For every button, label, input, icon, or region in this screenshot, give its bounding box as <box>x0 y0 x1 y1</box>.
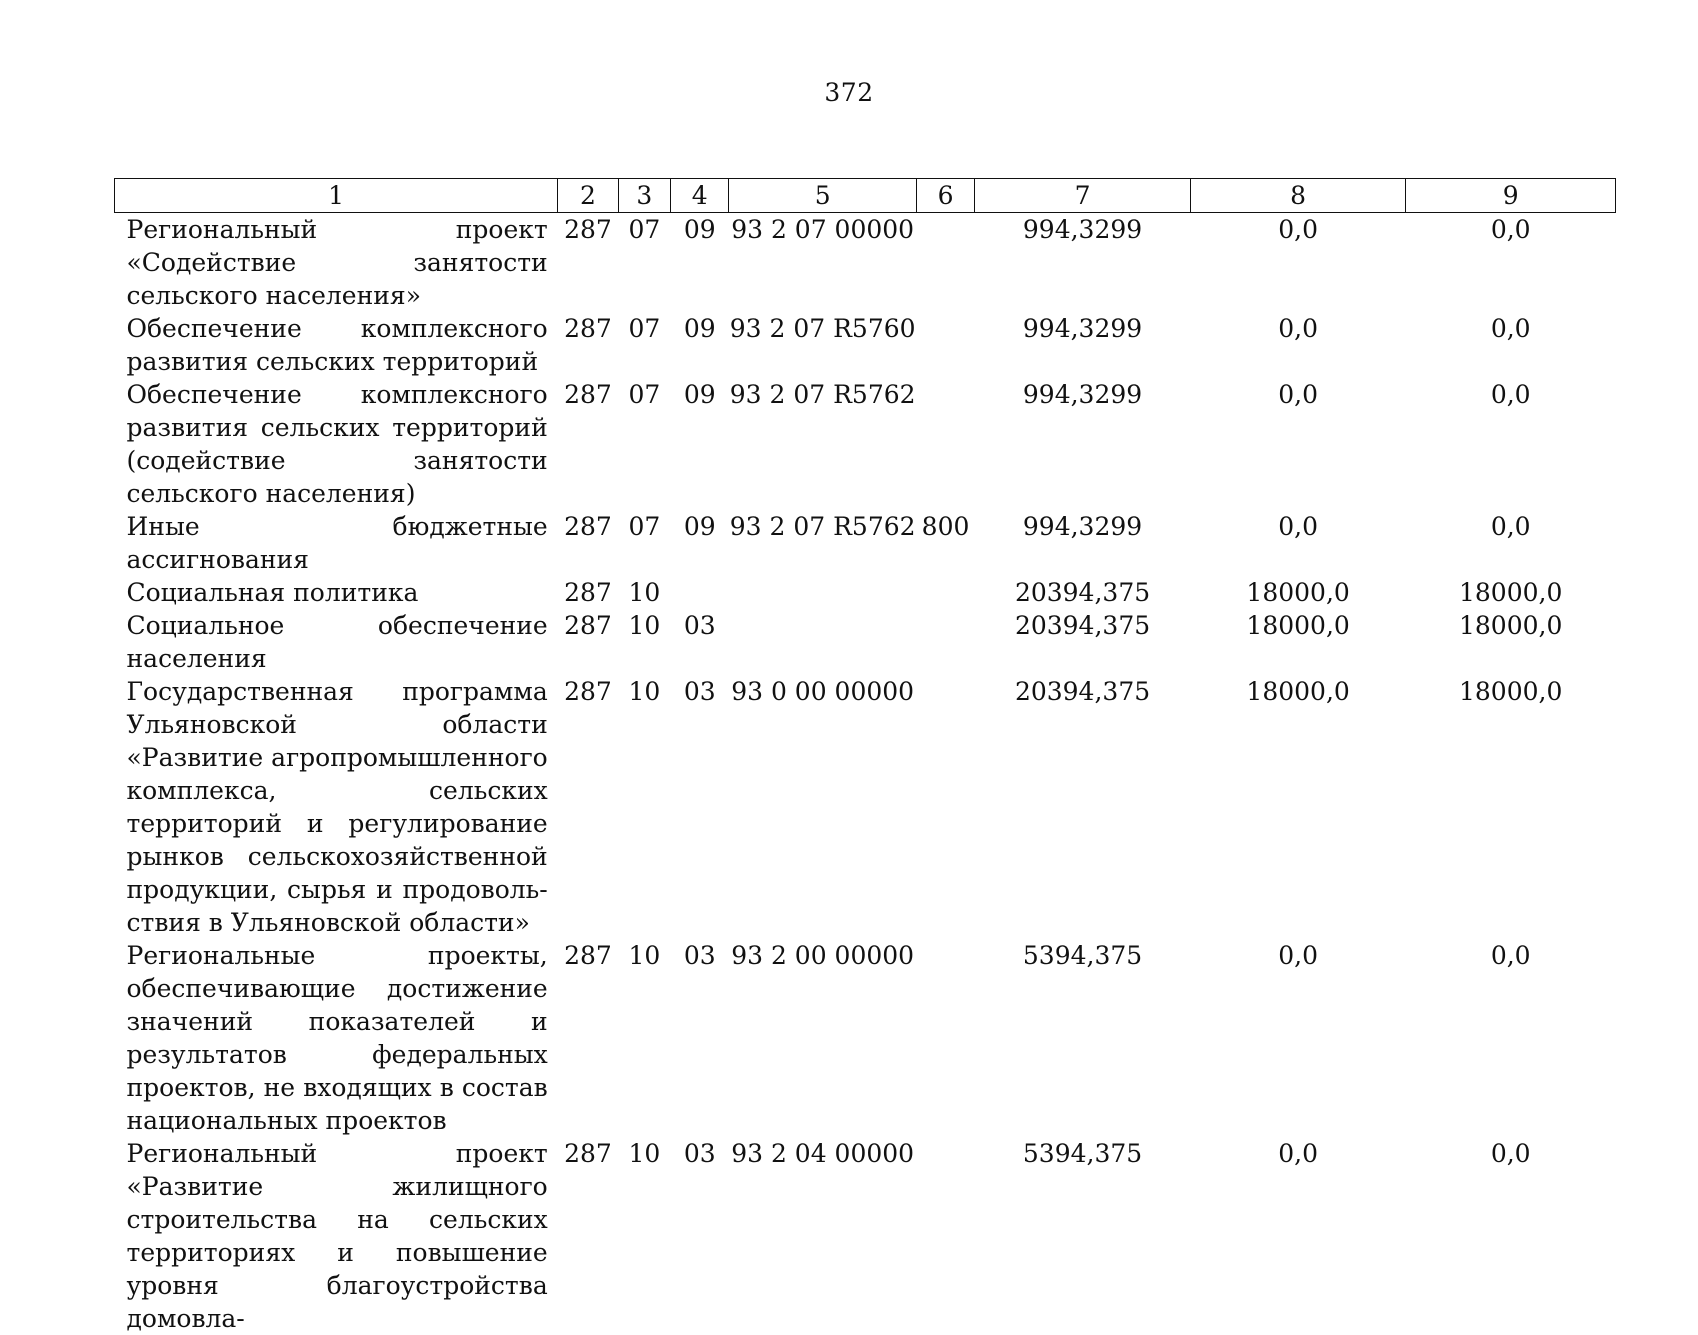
row-expense-type-cell <box>916 213 974 313</box>
row-target-code-cell: 93 2 07 00000 <box>729 213 916 313</box>
row-section-cell: 10 <box>618 1137 670 1335</box>
table-header <box>115 179 1616 213</box>
row-target-code-cell: 93 2 04 00000 <box>729 1137 916 1335</box>
row-value-7-cell: 20394,375 <box>975 609 1191 675</box>
row-expense-type-cell <box>916 675 974 939</box>
row-subsection-cell: 03 <box>671 1137 729 1335</box>
header-cell: 4 <box>671 179 729 213</box>
row-code-2-cell: 287 <box>558 378 618 510</box>
row-value-7-cell: 994,3299 <box>975 213 1191 313</box>
row-target-code-cell: 93 2 07 R5760 <box>729 312 916 378</box>
header-cell: 6 <box>916 179 974 213</box>
row-value-7-cell: 20394,375 <box>975 675 1191 939</box>
row-name-cell: Региональный проект «Развитие жилищного строительства на сельских территориях и повышение уровня благоустройства домовла- <box>115 1137 558 1335</box>
header-cell: 5 <box>729 179 916 213</box>
header-cell: 8 <box>1190 179 1406 213</box>
header-cell: 7 <box>975 179 1191 213</box>
row-expense-type-cell: 800 <box>916 510 974 576</box>
row-code-2-cell: 287 <box>558 939 618 1137</box>
header-cell: 9 <box>1406 179 1616 213</box>
table-row <box>115 213 1616 313</box>
row-value-9-cell: 0,0 <box>1406 510 1616 576</box>
row-target-code-cell: 93 0 00 00000 <box>729 675 916 939</box>
row-subsection-cell: 09 <box>671 213 729 313</box>
row-value-9-cell: 0,0 <box>1406 939 1616 1137</box>
row-code-2-cell: 287 <box>558 675 618 939</box>
row-name-cell: Обеспечение комплексного развития сельских территорий <box>115 312 558 378</box>
row-section-cell: 07 <box>618 312 670 378</box>
row-section-cell: 10 <box>618 576 670 609</box>
row-target-code-cell <box>729 609 916 675</box>
row-name-cell: Государственная программа Ульяновской области «Развитие агропромышленного комплекса, сельских территорий и регулирование рынков сельскохозяйственной продукции, сырья и продовольствия в Ульяновской области» <box>115 675 558 939</box>
header-cell: 1 <box>115 179 558 213</box>
row-value-7-cell: 994,3299 <box>975 312 1191 378</box>
row-name-cell: Социальное обеспечение населения <box>115 609 558 675</box>
header-row <box>115 179 1616 213</box>
row-value-9-cell: 18000,0 <box>1406 675 1616 939</box>
row-value-8-cell: 0,0 <box>1190 939 1406 1137</box>
row-value-8-cell: 0,0 <box>1190 1137 1406 1335</box>
row-section-cell: 10 <box>618 609 670 675</box>
row-subsection-cell: 09 <box>671 378 729 510</box>
row-code-2-cell: 287 <box>558 609 618 675</box>
row-code-2-cell: 287 <box>558 213 618 313</box>
row-section-cell: 10 <box>618 939 670 1137</box>
row-name-cell: Социальная политика <box>115 576 558 609</box>
row-subsection-cell: 03 <box>671 675 729 939</box>
row-value-7-cell: 5394,375 <box>975 939 1191 1137</box>
header-cell: 2 <box>558 179 618 213</box>
budget-table <box>114 178 1616 1335</box>
row-expense-type-cell <box>916 312 974 378</box>
row-value-9-cell: 0,0 <box>1406 213 1616 313</box>
row-code-2-cell: 287 <box>558 510 618 576</box>
row-value-9-cell: 0,0 <box>1406 1137 1616 1335</box>
row-value-8-cell: 18000,0 <box>1190 609 1406 675</box>
row-code-2-cell: 287 <box>558 576 618 609</box>
row-target-code-cell: 93 2 00 00000 <box>729 939 916 1137</box>
row-target-code-cell: 93 2 07 R5762 <box>729 510 916 576</box>
row-target-code-cell <box>729 576 916 609</box>
row-subsection-cell: 03 <box>671 609 729 675</box>
table-row <box>115 609 1616 675</box>
row-name-cell: Иные бюджетные ассигнования <box>115 510 558 576</box>
row-section-cell: 10 <box>618 675 670 939</box>
row-expense-type-cell <box>916 576 974 609</box>
row-value-8-cell: 0,0 <box>1190 213 1406 313</box>
table-row <box>115 576 1616 609</box>
row-value-8-cell: 18000,0 <box>1190 576 1406 609</box>
table-row <box>115 939 1616 1137</box>
row-target-code-cell: 93 2 07 R5762 <box>729 378 916 510</box>
table-row <box>115 1137 1616 1335</box>
row-name-cell: Обеспечение комплексного развития сельских территорий (содействие занятости сельского населения) <box>115 378 558 510</box>
table-row <box>115 378 1616 510</box>
table-row <box>115 675 1616 939</box>
row-expense-type-cell <box>916 378 974 510</box>
row-section-cell: 07 <box>618 213 670 313</box>
row-value-9-cell: 0,0 <box>1406 312 1616 378</box>
row-section-cell: 07 <box>618 378 670 510</box>
table-row <box>115 312 1616 378</box>
row-expense-type-cell <box>916 1137 974 1335</box>
header-cell: 3 <box>618 179 670 213</box>
page-number: 372 <box>0 78 1698 107</box>
table-body <box>115 213 1616 1335</box>
row-subsection-cell: 09 <box>671 510 729 576</box>
row-value-9-cell: 0,0 <box>1406 378 1616 510</box>
row-value-9-cell: 18000,0 <box>1406 576 1616 609</box>
row-value-8-cell: 0,0 <box>1190 312 1406 378</box>
row-section-cell: 07 <box>618 510 670 576</box>
row-subsection-cell: 03 <box>671 939 729 1137</box>
table-row <box>115 510 1616 576</box>
row-value-7-cell: 5394,375 <box>975 1137 1191 1335</box>
row-value-9-cell: 18000,0 <box>1406 609 1616 675</box>
row-name-cell: Региональные проекты, обеспечивающие достижение значений показателей и результатов федеральных проектов, не входящих в состав национальных проектов <box>115 939 558 1137</box>
row-value-8-cell: 18000,0 <box>1190 675 1406 939</box>
row-subsection-cell <box>671 576 729 609</box>
row-value-7-cell: 994,3299 <box>975 378 1191 510</box>
row-code-2-cell: 287 <box>558 312 618 378</box>
row-code-2-cell: 287 <box>558 1137 618 1335</box>
row-name-cell: Региональный проект «Содействие занятости сельского населения» <box>115 213 558 313</box>
row-value-7-cell: 994,3299 <box>975 510 1191 576</box>
row-expense-type-cell <box>916 609 974 675</box>
row-value-8-cell: 0,0 <box>1190 510 1406 576</box>
row-subsection-cell: 09 <box>671 312 729 378</box>
row-value-8-cell: 0,0 <box>1190 378 1406 510</box>
row-expense-type-cell <box>916 939 974 1137</box>
row-value-7-cell: 20394,375 <box>975 576 1191 609</box>
